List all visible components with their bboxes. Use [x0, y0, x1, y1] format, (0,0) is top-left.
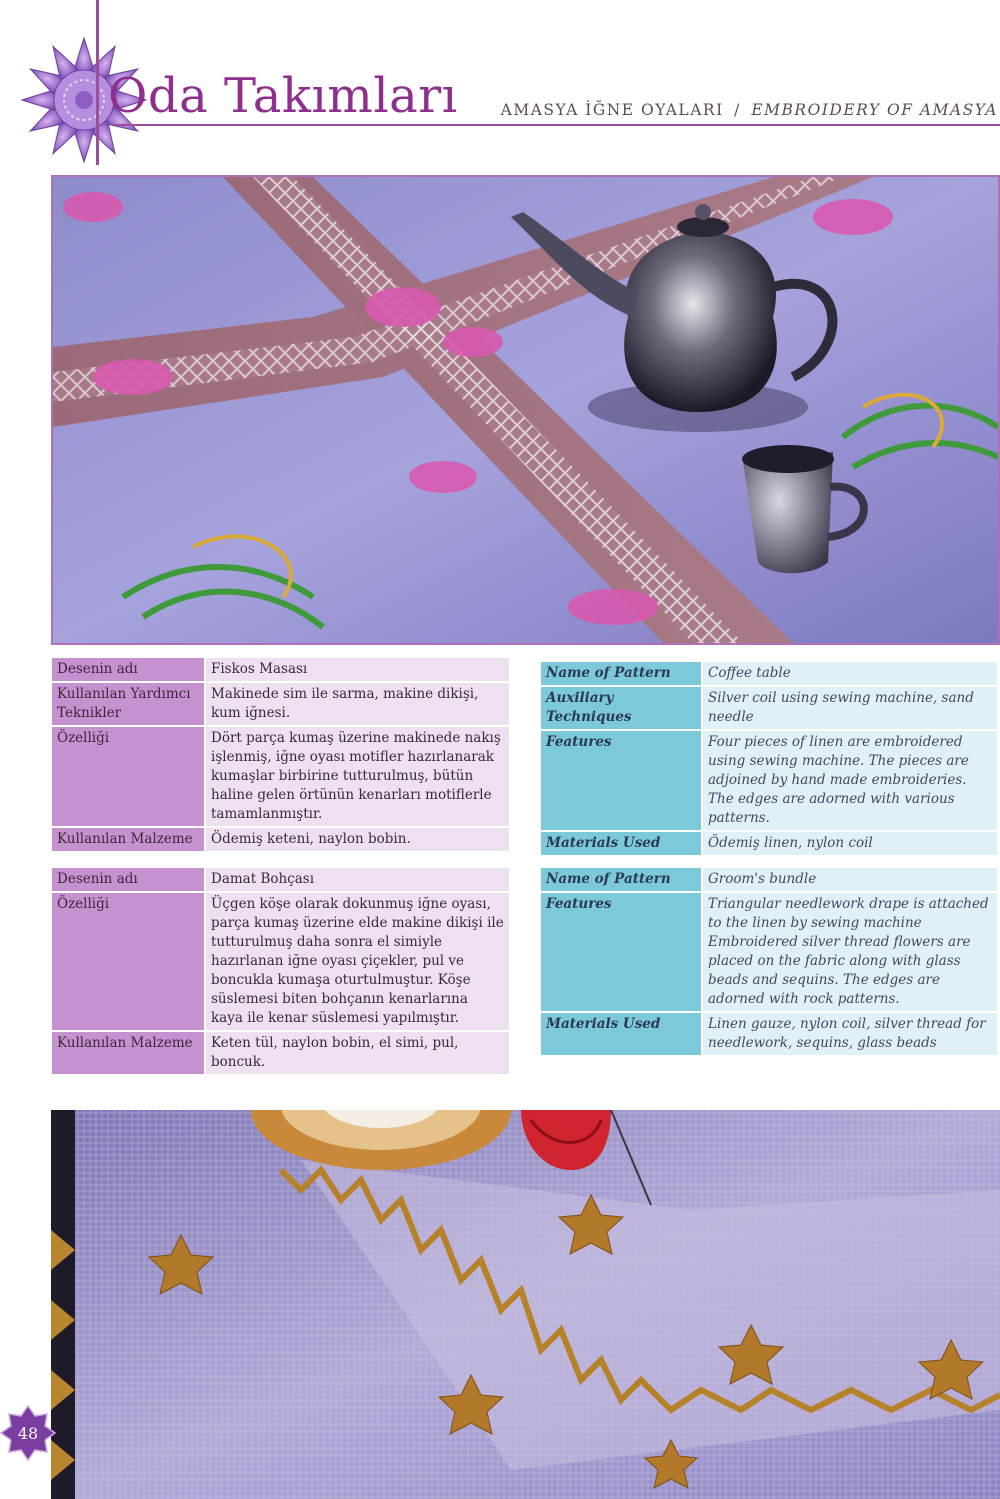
table-row	[541, 731, 997, 830]
table-row	[52, 893, 509, 1030]
pattern1-table-tr	[52, 656, 509, 853]
table-row	[52, 727, 509, 826]
row-key: Materials Used	[541, 832, 703, 855]
table-row	[541, 662, 997, 685]
row-value: Silver coil using sewing machine, sand needle	[703, 687, 997, 729]
row-key: Desenin adı	[52, 868, 206, 891]
running-header	[501, 101, 998, 119]
page-title: Oda Takımları	[108, 68, 458, 124]
running-header-separator: /	[734, 101, 741, 119]
row-value: Ödemiş keteni, naylon bobin.	[206, 828, 509, 851]
row-key: Kullanılan Malzeme	[52, 828, 206, 851]
row-key: Kullanılan Malzeme	[52, 1032, 206, 1074]
table-row	[541, 893, 997, 1011]
table-row	[52, 683, 509, 725]
row-key: Desenin adı	[52, 658, 206, 681]
row-key: Name of Pattern	[541, 662, 703, 685]
table-row	[541, 1013, 997, 1055]
row-value: Damat Bohçası	[206, 868, 509, 891]
row-key: Materials Used	[541, 1013, 703, 1055]
table-row	[541, 687, 997, 729]
row-value: Fiskos Masası	[206, 658, 509, 681]
row-value: Linen gauze, nylon coil, silver thread for needlework, sequins, glass beads	[703, 1013, 997, 1055]
row-key: Features	[541, 893, 703, 1011]
table-row	[52, 658, 509, 681]
page-number: 48	[17, 1423, 39, 1443]
row-value: Dört parça kumaş üzerine makinede nakış işlenmiş, iğne oyası motifler hazırlanarak kumaşlar birbirine tutturulmuş, bütün haline gelen örtünün kenarları motiflerle tamamlanmıştır.	[206, 727, 509, 826]
table-row	[52, 828, 509, 851]
row-value: Üçgen köşe olarak dokunmuş iğne oyası, parça kumaş üzerine elde makine dikişi ile tutturulmuş daha sonra el simiyle hazırlanan iğne oyası çiçekler, pul ve boncukla kumaşa oturtulmuştur. Köşe süslemesi biten bohçanın kenarlarına kaya ile kenar süslemesi yapılmıştır.	[206, 893, 509, 1030]
row-key: Auxiliary Techniques	[541, 687, 703, 729]
pattern2-table-tr	[52, 866, 509, 1076]
row-key: Kullanılan Yardımcı Teknikler	[52, 683, 206, 725]
row-key: Name of Pattern	[541, 868, 703, 891]
table-row	[52, 1032, 509, 1074]
header-vertical-rule	[96, 0, 99, 165]
header-horizontal-rule	[112, 124, 1000, 126]
pattern1-table-en	[541, 660, 997, 857]
photo-grooms-bundle	[51, 1110, 1000, 1499]
row-value: Ödemiş linen, nylon coil	[703, 832, 997, 855]
running-header-en: EMBROIDERY OF AMASYA	[751, 101, 998, 119]
row-value: Groom's bundle	[703, 868, 997, 891]
row-key: Features	[541, 731, 703, 830]
table-row	[541, 868, 997, 891]
row-value: Coffee table	[703, 662, 997, 685]
photo-coffee-table-cloth	[51, 175, 1000, 645]
row-key: Özelliği	[52, 727, 206, 826]
running-header-tr: AMASYA İĞNE OYALARI	[500, 101, 724, 119]
pattern2-table-en	[541, 866, 997, 1057]
table-row	[541, 832, 997, 855]
table-row	[52, 868, 509, 891]
row-value: Keten tül, naylon bobin, el simi, pul, boncuk.	[206, 1032, 509, 1074]
row-value: Triangular needlework drape is attached to the linen by sewing machine Embroidered silver thread flowers are placed on the fabric along with glass beads and sequins. The edges are adorned with rock patterns.	[703, 893, 997, 1011]
row-value: Makinede sim ile sarma, makine dikişi, kum iğnesi.	[206, 683, 509, 725]
page-number-badge	[0, 1405, 56, 1461]
row-value: Four pieces of linen are embroidered using sewing machine. The pieces are adjoined by hand made embroideries. The edges are adorned with various patterns.	[703, 731, 997, 830]
row-key: Özelliği	[52, 893, 206, 1030]
